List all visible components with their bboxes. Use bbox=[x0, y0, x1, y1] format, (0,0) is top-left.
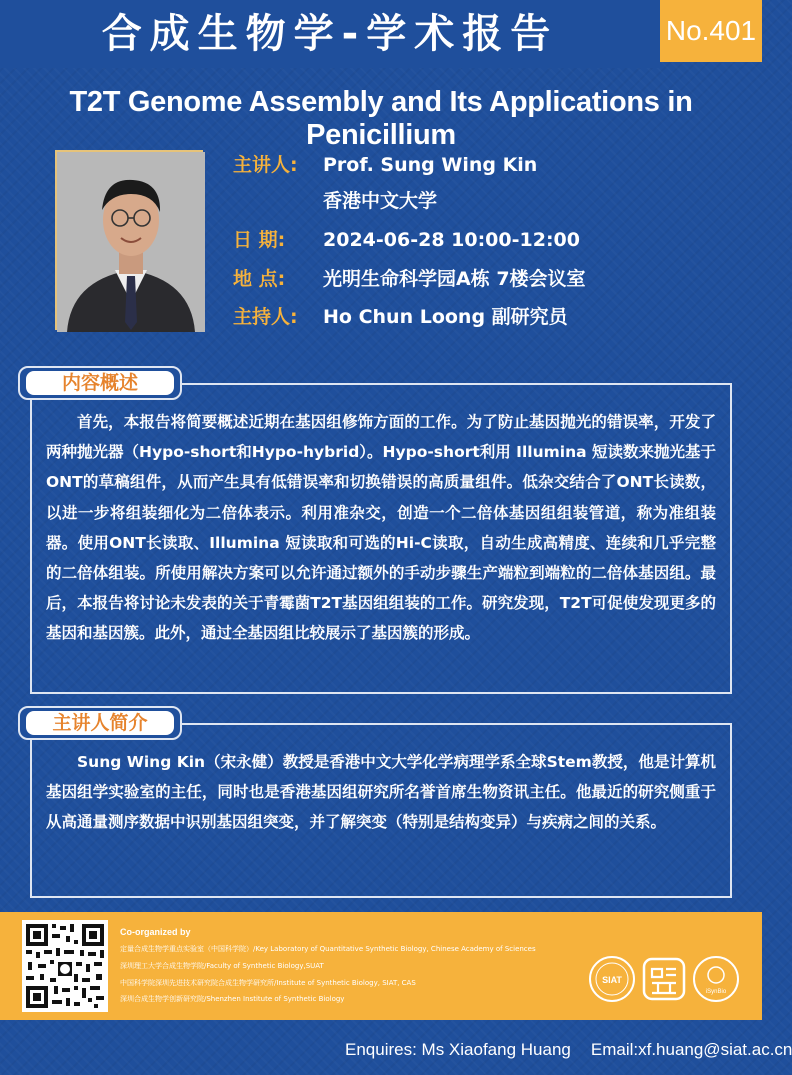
talk-title: T2T Genome Assembly and Its Applications in Penicillium bbox=[69, 86, 693, 151]
co-organized-title: Co-organized by bbox=[120, 927, 191, 937]
speaker-affiliation: 香港中文大学 bbox=[323, 190, 438, 212]
org-line: 深圳理工大学合成生物学院/Faculty of Synthetic Biology,SUAT bbox=[120, 962, 324, 970]
enquiry-email[interactable]: Email:xf.huang@siat.ac.cn bbox=[590, 1040, 792, 1059]
enquiry-contact: Enquires: Ms Xiaofang Huang bbox=[345, 1040, 571, 1059]
abstract-heading-tag bbox=[18, 366, 182, 400]
qr-code bbox=[22, 920, 108, 1012]
seal-logo bbox=[640, 955, 688, 1003]
siat-logo-icon bbox=[588, 955, 636, 1003]
siat-logo bbox=[588, 955, 636, 1003]
speaker-name: Prof. Sung Wing Kin bbox=[323, 154, 538, 176]
seal-logo-icon bbox=[640, 955, 688, 1003]
abstract-heading: 内容概述 bbox=[26, 371, 174, 395]
bio-heading: 主讲人简介 bbox=[26, 711, 174, 735]
org-line: 中国科学院深圳先进技术研究院合成生物学研究所/Institute of Synthetic Biology, SIAT, CAS bbox=[120, 979, 416, 987]
issue-number-badge: No.401 bbox=[660, 0, 762, 62]
speaker-label: 主讲人: bbox=[233, 154, 298, 176]
date-value: 2024-06-28 10:00-12:00 bbox=[323, 229, 580, 251]
series-title: 合成生物学-学术报告 bbox=[101, 11, 559, 57]
date-label: 日 期: bbox=[233, 229, 286, 251]
isynbio-logo-icon bbox=[692, 955, 740, 1003]
abstract-text: 首先，本报告将简要概述近期在基因组修饰方面的工作。为了防止基因抛光的错误率，开发了两种抛光器（Hypo-short和Hypo-hybrid）。Hypo-short利用 Illumina 短读数来抛光基于ONT的草稿组件，从而产生具有低错误率和切换错误的高质量组件。低杂交结合了ONT长读数，以进一步将组装细化为二倍体表示。利用准杂交，创造一个二倍体基因组组装管道，称为准组装器。使用ONT长读取、Illumina 短读取和可选的Hi-C读取，自动生成高精度、连续和几乎完整的二倍体组装。所使用解决方案可以允许通过额外的手动步骤生产端粒到端粒的二倍体基因组。最后，本报告将讨论未发表的关于青霉菌T2T基因组组装的工作。研究发现，T2T可促使发现更多的基因和基因簇。此外，通过全基因组比较展示了基因簇的形成。 bbox=[46, 413, 716, 643]
speaker-photo bbox=[55, 150, 203, 330]
qr-code-icon bbox=[22, 920, 108, 1012]
org-line: 定量合成生物学重点实验室（中国科学院）/Key Laboratory of Quantitative Synthetic Biology, Chinese Academy of Sciences bbox=[120, 945, 536, 953]
speaker-portrait-icon bbox=[57, 152, 205, 332]
location-label: 地 点: bbox=[233, 268, 286, 290]
location-value: 光明生命科学园A栋 7楼会议室 bbox=[323, 268, 586, 290]
isynbio-logo-text: iSynBio bbox=[705, 989, 727, 995]
isynbio-logo bbox=[692, 955, 740, 1003]
host-label: 主持人: bbox=[233, 306, 298, 328]
bio-heading-tag bbox=[18, 706, 182, 740]
siat-logo-text: SIAT bbox=[602, 975, 622, 985]
abstract-section bbox=[30, 383, 732, 694]
org-line: 深圳合成生物学创新研究院/Shenzhen Institute of Synthetic Biology bbox=[120, 995, 345, 1003]
bio-text: Sung Wing Kin（宋永健）教授是香港中文大学化学病理学系全球Stem教授，他是计算机基因组学实验室的主任，同时也是香港基因组研究所名誉首席生物资讯主任。他最近的研究侧重于从高通量测序数据中识别基因组突变，并了解突变（特别是结构变异）与疾病之间的关系。 bbox=[46, 753, 716, 832]
enquiry-line bbox=[345, 1040, 792, 1060]
bio-section bbox=[30, 723, 732, 898]
host-value: Ho Chun Loong 副研究员 bbox=[323, 306, 568, 328]
